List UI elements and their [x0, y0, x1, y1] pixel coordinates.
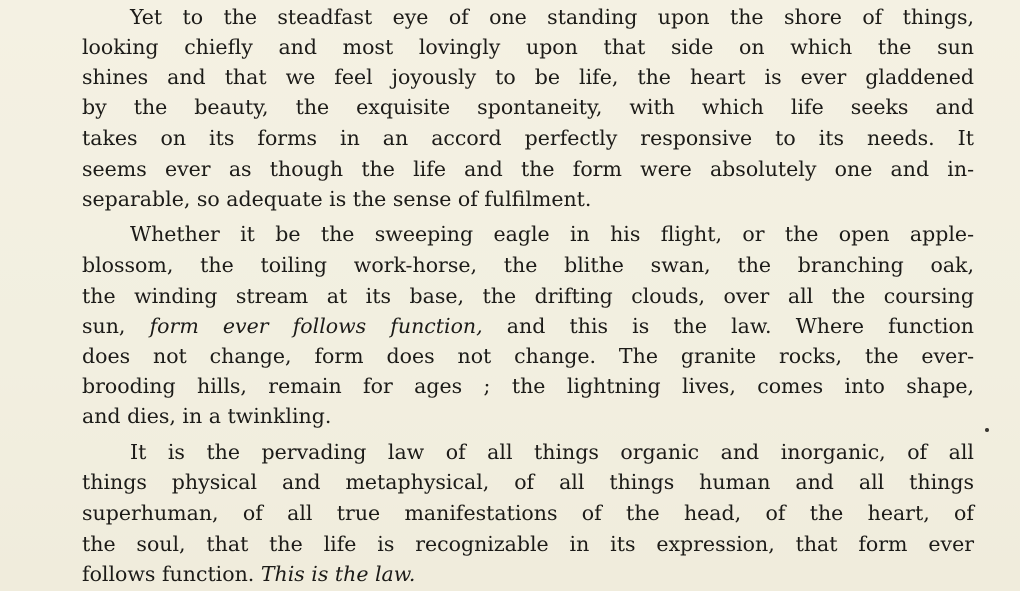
paragraph-1-line-1: Yet to the steadfast eye of one standing upon the shore of things, [130, 5, 974, 29]
paragraph-2-line-7: and dies, in a twinkling. [82, 404, 332, 428]
paragraph-1-line-2: looking chiefly and most lovingly upon that side on which the sun [82, 35, 974, 59]
paragraph-2-line-6: brooding hills, remain for ages ; the lightning lives, comes into shape, [82, 374, 974, 398]
paragraph-3-line-1: It is the pervading law of all things organic and inorganic, of all [130, 440, 974, 464]
line-text-post: and this is the law. Where function [482, 314, 974, 338]
paragraph-2-line-4 [82, 311, 974, 341]
paragraph-2-line-1: Whether it be the sweeping eagle in his flight, or the open apple- [130, 222, 974, 246]
italic-phrase-this-is-the-law: This is the law. [260, 562, 416, 586]
paragraph-3-line-4: the soul, that the life is recognizable in its expression, that form ever [82, 532, 974, 556]
paragraph-3-line-5 [82, 559, 415, 589]
paragraph-1-line-3: shines and that we feel joyously to be life, the heart is ever gladdened [82, 65, 974, 89]
paragraph-1-line-5: takes on its forms in an accord perfectly responsive to its needs. It [82, 126, 974, 150]
paragraph-1-line-4: by the beauty, the exquisite spontaneity, with which life seeks and [82, 95, 974, 119]
paragraph-3-line-3: superhuman, of all true manifestations of the head, of the heart, of [82, 501, 974, 525]
margin-speck [985, 428, 989, 432]
line-text-pre: follows function. [82, 562, 261, 586]
paragraph-2-line-5: does not change, form does not change. The granite rocks, the ever- [82, 344, 974, 368]
paragraph-1-line-7: separable, so adequate is the sense of fulfilment. [82, 187, 592, 211]
italic-phrase-form-follows-function: form ever follows function, [149, 314, 483, 338]
line-text-pre: sun, [82, 314, 150, 338]
paragraph-1-line-6: seems ever as though the life and the form were absolutely one and in- [82, 157, 974, 181]
paragraph-2-line-2: blossom, the toiling work-horse, the blithe swan, the branching oak, [82, 253, 974, 277]
paragraph-3-line-2: things physical and metaphysical, of all things human and all things [82, 470, 974, 494]
paragraph-2-line-3: the winding stream at its base, the drifting clouds, over all the coursing [82, 284, 974, 308]
